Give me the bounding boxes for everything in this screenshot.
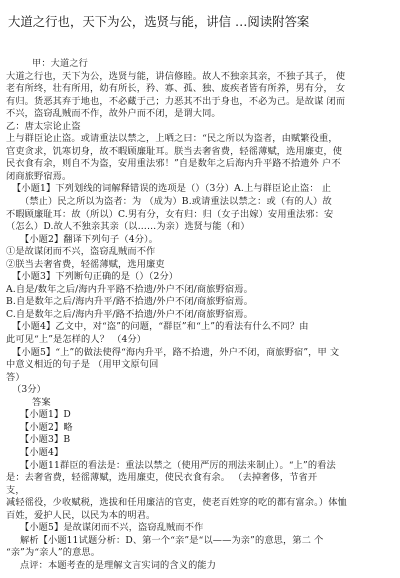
text-line: 民衣食有余，则自不为盗，安用重法邪！”自是数年之后海内升平路不拾遗外 户不 bbox=[6, 158, 341, 170]
text-line: 【小题1】D bbox=[20, 409, 71, 421]
text-line: 乙：唐太宗论止盗 bbox=[6, 120, 81, 132]
text-line: 【小题11群臣的看法是：重法以禁之（使用严厉的刑法来制止）。“上”的看法 bbox=[20, 459, 336, 471]
text-line: 【小题2】略 bbox=[20, 421, 73, 433]
text-line: B.自是数年之后/海内升平/路不拾遗/外户不闭/商旅野宿焉。 bbox=[6, 296, 254, 308]
text-line: 上与群臣论止盗。或请重法以禁之，上哂之曰：“民之所以为盗者，由赋繁役重， bbox=[6, 133, 338, 145]
text-line: 支， bbox=[6, 484, 25, 496]
text-line: 此可见“上”是怎样的人？ （4分） bbox=[6, 334, 147, 346]
text-line: 是：去奢省费，轻徭薄赋，选用廉吏，使民衣食有余。 （去掉奢侈，节省开 bbox=[6, 472, 318, 484]
document-body bbox=[6, 58, 396, 572]
text-line: 【小题5】是故谋闭而不兴，盗窃乱贼而不作 bbox=[20, 522, 204, 534]
text-line: ②朕当去奢省费，轻徭薄赋，选用廉吏 bbox=[6, 258, 165, 270]
text-line: 百姓，爱护人民，以民为本的明君。 bbox=[6, 509, 156, 521]
text-line: 减轻徭役，少收赋税，选拔和任用廉洁的官吏，使老百姓穿的吃的都有富余。）体恤 bbox=[6, 497, 347, 509]
text-line: 解析【小题11试题分析：D、第一个“亲”是“以——为亲”的意思，第二 个 bbox=[20, 534, 324, 546]
text-line: 点评：本题考查的是理解文言实词的含义的能力 bbox=[20, 559, 217, 571]
text-line: 大道之行也，天下为公，选贤与能，讲信修睦。故人不独亲其亲，不独子其子， 使 bbox=[6, 70, 346, 82]
text-line: “亲”为“亲人”的意思。 bbox=[6, 547, 101, 559]
text-line: 【小题3】下列断句正确的是（）（2分） bbox=[12, 271, 179, 283]
text-line: 【小题1】下列划线的词解释错误的选项是（）（3分）A.上与群臣论止盗： 止 bbox=[12, 183, 332, 195]
text-line: 不暇顾廉耻耳：故（所以）C.男有分，女有归：归（女子出嫁）安用重法邪：安 bbox=[6, 208, 334, 220]
text-line: 【小题5】“上”的做法使得“海内升平，路不拾遗，外户不闭，商旅野宿”，甲 文 bbox=[12, 346, 340, 358]
text-line: 答） bbox=[6, 371, 25, 383]
text-line: 【小题3】B bbox=[20, 434, 71, 446]
text-line: （3分） bbox=[12, 384, 47, 396]
text-line: 【小题4】乙文中，对“盗”的问题，“群臣”和“上”的看法有什么不同？由 bbox=[12, 321, 309, 333]
text-line: 答案 bbox=[32, 396, 51, 408]
text-line: 不兴，盗窃乱贼而不作，故外户而不闭，是谓大同。 bbox=[6, 108, 221, 120]
text-line: （禁止）民之所以为盗者：为 （成为）B.或请重法以禁之：或（有的人）故 bbox=[20, 196, 332, 208]
text-line: 有归。货恶其弃于地也，不必藏于己；力恶其不出于身也，不必为己。是故谋 闭而 bbox=[6, 95, 346, 107]
text-line: 中意义相近的句子是 （用甲文原句回 bbox=[6, 359, 159, 371]
document-title: 大道之行也，天下为公，选贤与能，讲信 …阅读附答案 bbox=[8, 14, 310, 29]
text-line: A.自是/数年之后/海内升平路不拾遗/外户不闭/商旅野宿焉。 bbox=[6, 283, 253, 295]
text-line: 【小题4】 bbox=[20, 446, 64, 458]
text-line: 甲：大道之行 bbox=[32, 58, 89, 69]
text-line: ①是故谋闭而不兴，盗窃乱贼而不作 bbox=[6, 246, 156, 258]
text-line: 老有所终，壮有所用，幼有所长，矜、寡、孤、独、废疾者皆有所养，男有分， 女 bbox=[6, 83, 346, 95]
text-line: C.自是数年之后/海内升平/路不拾遗/外户不闭/商旅野宿焉。 bbox=[6, 308, 254, 320]
text-line: （怎么）D.故人不独亲其亲（以……为亲）选贤与能（和） bbox=[6, 221, 250, 233]
text-line: 【小题2】翻译下列句子（4分）。 bbox=[20, 233, 159, 245]
text-line: 闭商旅野宿焉。 bbox=[6, 170, 72, 182]
text-line: 官吏贪求，饥寒切身，故不暇顾廉耻耳。朕当去奢省费，轻徭薄赋，选用廉吏，使 bbox=[6, 145, 343, 157]
